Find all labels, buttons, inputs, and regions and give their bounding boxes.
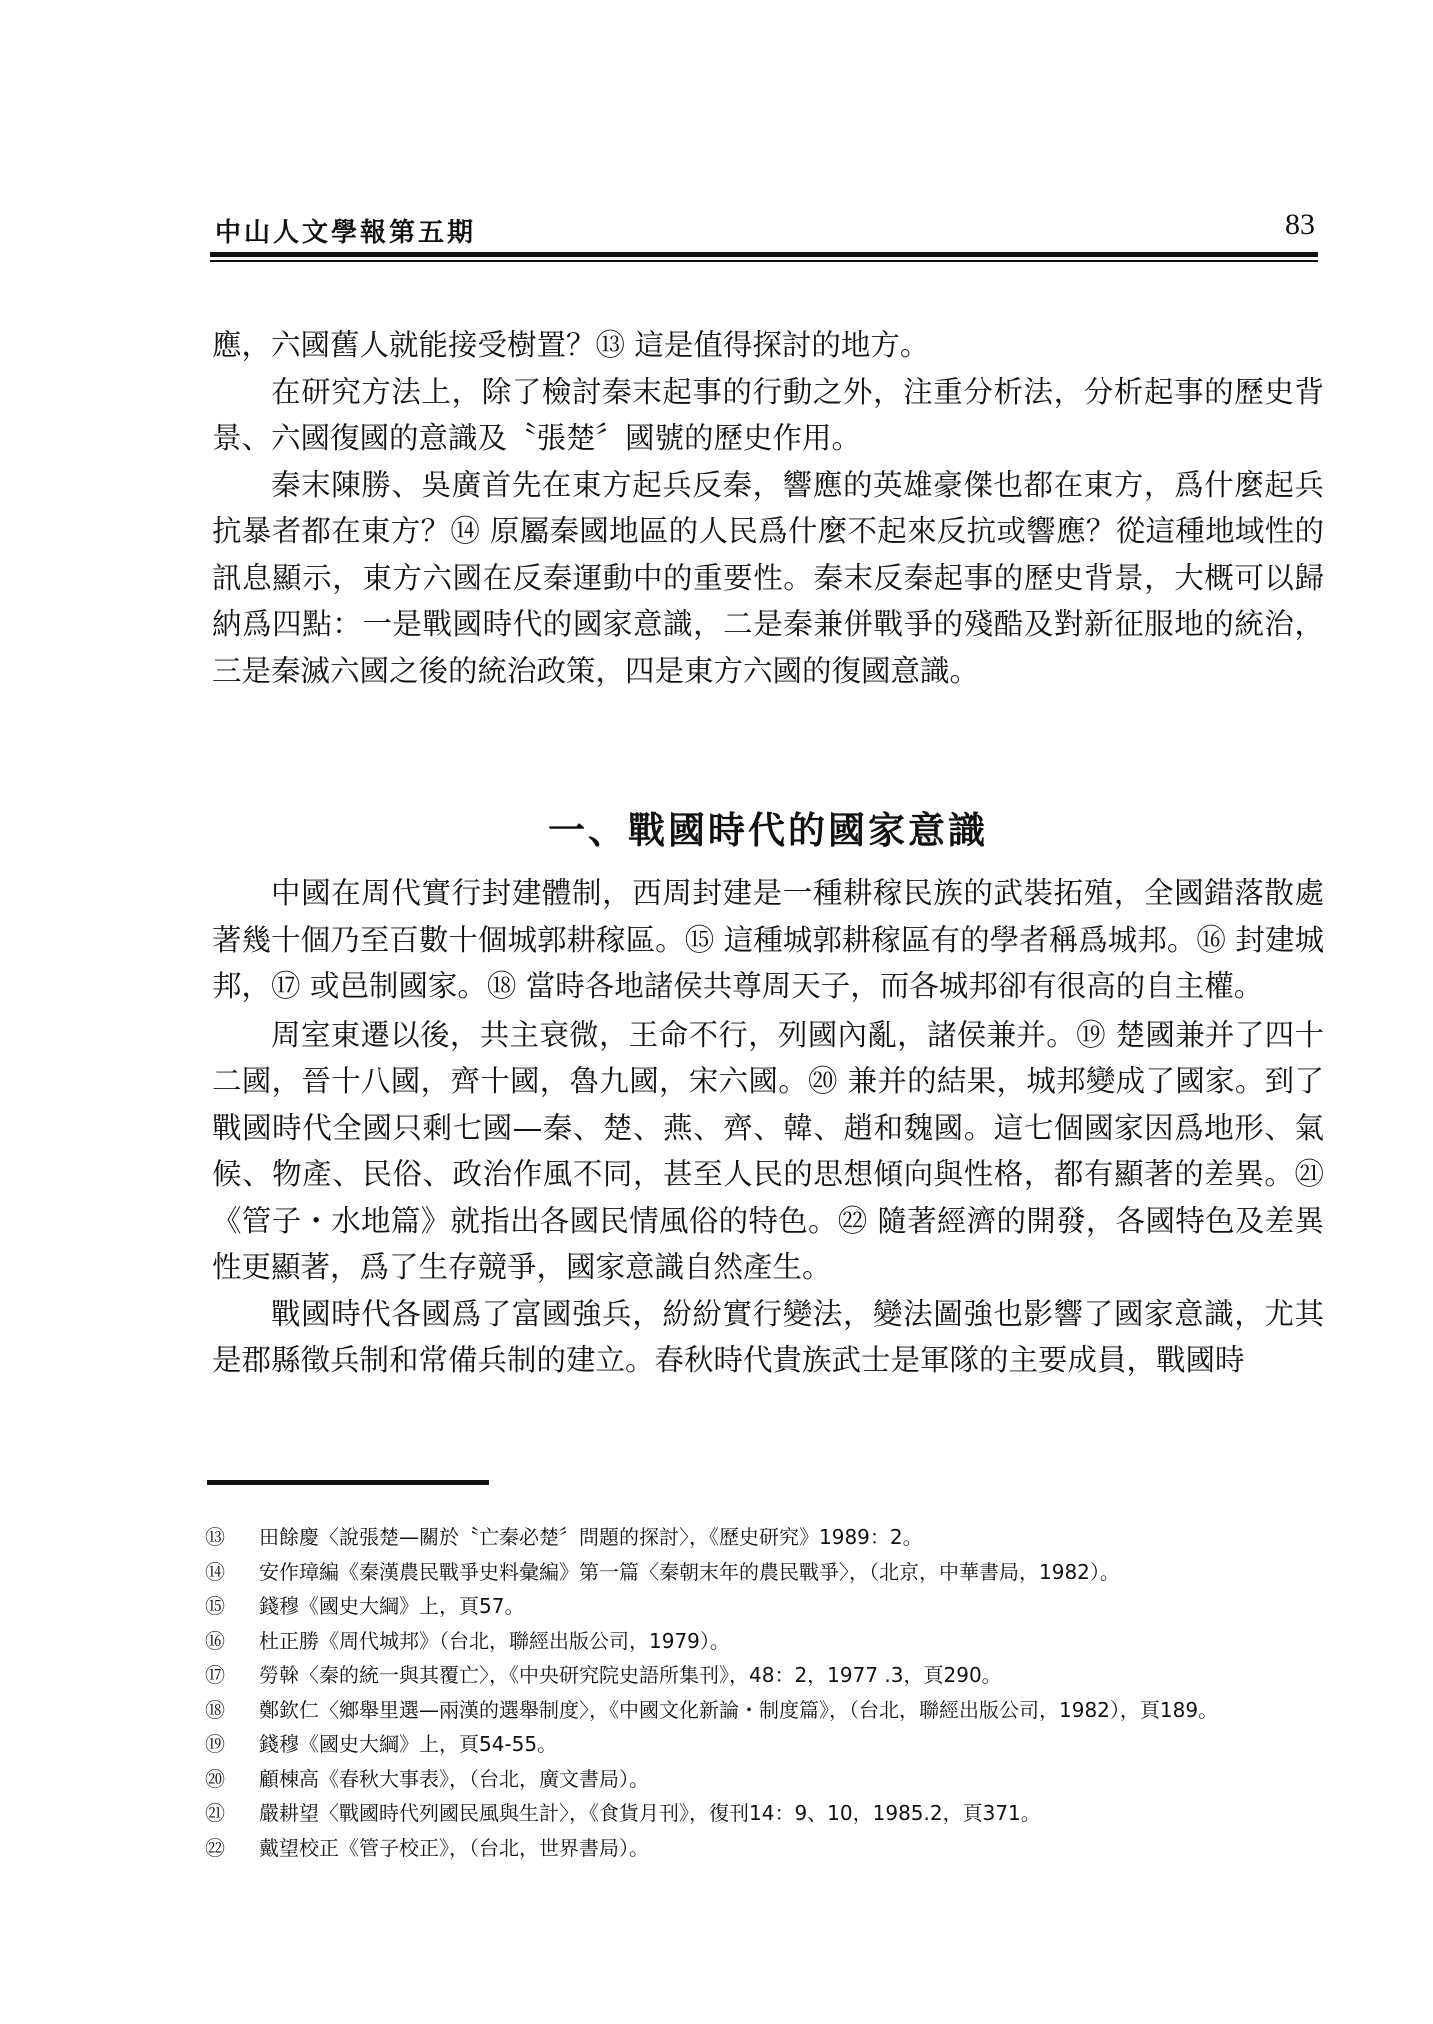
footnote-mark: ⑯ bbox=[205, 1628, 225, 1653]
footnote-text: 戴望校正《管子校正》，（台北，世界書局）。 bbox=[259, 1835, 649, 1860]
paragraph: 應，六國舊人就能接受樹置？⑬ 這是值得探討的地方。 bbox=[212, 328, 930, 362]
footnote-text: 杜正勝《周代城邦》（台北，聯經出版公司，1979）。 bbox=[259, 1628, 730, 1653]
footnote-text: 勞榦〈秦的統一與其覆亡〉，《中央研究院史語所集刊》，48：2，1977 .3，頁290。 bbox=[259, 1663, 1002, 1687]
footnote bbox=[205, 1589, 1330, 1624]
footnote-mark: ㉒ bbox=[205, 1835, 225, 1860]
footnote bbox=[205, 1624, 1330, 1659]
header-rule-thin bbox=[210, 260, 1318, 262]
footnote-text: 錢穆《國史大綱》上，頁54-55。 bbox=[259, 1732, 558, 1756]
footnote-text: 安作璋編《秦漢農民戰爭史料彙編》第一篇〈秦朝末年的農民戰爭〉，（北京，中華書局，1982）。 bbox=[259, 1559, 1120, 1584]
footnote-text: 嚴耕望〈戰國時代列國民風與生計〉，《食貨月刊》，復刊14：9、10，1985.2，頁371。 bbox=[259, 1801, 1041, 1825]
paragraph: 中國在周代實行封建體制，西周封建是一種耕稼民族的武裝拓殖，全國錯落散處著幾十個乃至百數十個城郭耕稼區。⑮ 這種城郭耕稼區有的學者稱爲城邦。⑯ 封建城邦，⑰ 或邑制國家。⑱ 當時各地諸侯共尊周天子，而各城邦卻有很高的自主權。 bbox=[212, 876, 1324, 1003]
footnote bbox=[205, 1762, 1330, 1797]
paragraph: 在研究方法上，除了檢討秦末起事的行動之外，注重分析法，分析起事的歷史背景、六國復國的意識及〝張楚〞國號的歷史作用。 bbox=[212, 374, 1324, 455]
footnote bbox=[205, 1693, 1330, 1728]
section-text bbox=[212, 870, 1324, 1384]
paragraph: 戰國時代各國爲了富國強兵，紛紛實行變法，變法圖強也影響了國家意識，尤其是郡縣徵兵制和常備兵制的建立。春秋時代貴族武士是軍隊的主要成員，戰國時 bbox=[212, 1296, 1324, 1377]
footnote bbox=[205, 1831, 1330, 1866]
footnote-mark: ⑰ bbox=[205, 1663, 225, 1687]
footnote bbox=[205, 1727, 1330, 1762]
footnote-text: 錢穆《國史大綱》上，頁57。 bbox=[259, 1594, 525, 1618]
footnote-rule bbox=[207, 1480, 489, 1485]
running-header bbox=[215, 208, 1315, 252]
footnote-mark: ⑭ bbox=[205, 1559, 225, 1584]
footnote bbox=[205, 1555, 1330, 1590]
footnote bbox=[205, 1520, 1330, 1555]
footnote-mark: ⑲ bbox=[205, 1732, 225, 1756]
footnote bbox=[205, 1796, 1330, 1831]
footnote-mark: ⑮ bbox=[205, 1594, 225, 1618]
footnote-text: 鄭欽仁〈鄉舉里選—兩漢的選舉制度〉，《中國文化新論・制度篇》，（台北，聯經出版公司，1982），頁189。 bbox=[259, 1697, 1219, 1722]
intro-text bbox=[212, 322, 1324, 694]
journal-title: 中山人文學報第五期 bbox=[215, 218, 477, 248]
footnote-text: 顧棟高《春秋大事表》，（台北，廣文書局）。 bbox=[259, 1766, 649, 1791]
paragraph: 周室東遷以後，共主衰微，王命不行，列國內亂，諸侯兼并。⑲ 楚國兼并了四十二國，晉十八國，齊十國，魯九國，宋六國。⑳ 兼并的結果，城邦變成了國家。到了戰國時代全國只剩七國—秦、楚、燕、齊、韓、趙和魏國。這七個國家因爲地形、氣候、物產、民俗、政治作風不同，甚至人民的思想傾向與性格，都有顯著的差異。㉑ 《管子・水地篇》就指出各國民情風俗的特色。㉒ 隨著經濟的開發，各國特色及差異性更顯著，爲了生存競爭，國家意識自然產生。 bbox=[212, 1017, 1324, 1284]
footnote-mark: ⑬ bbox=[205, 1525, 225, 1549]
footnote-mark: ⑳ bbox=[205, 1766, 225, 1791]
footnote bbox=[205, 1658, 1330, 1693]
footnote-mark: ⑱ bbox=[205, 1697, 225, 1722]
footnotes bbox=[205, 1520, 1330, 1865]
header-rule-thick bbox=[210, 252, 1318, 257]
paragraph: 秦末陳勝、吳廣首先在東方起兵反秦，響應的英雄豪傑也都在東方，爲什麼起兵抗暴者都在東方？⑭ 原屬秦國地區的人民爲什麼不起來反抗或響應？從這種地域性的訊息顯示，東方六國在反秦運動中的重要性。秦末反秦起事的歷史背景，大概可以歸納爲四點：一是戰國時代的國家意識，二是秦兼併戰爭的殘酷及對新征服地的統治，三是秦滅六國之後的統治政策，四是東方六國的復國意識。 bbox=[212, 467, 1324, 688]
footnote-mark: ㉑ bbox=[205, 1801, 225, 1825]
footnote-text: 田餘慶〈說張楚—關於〝亡秦必楚〞問題的探討〉，《歷史研究》1989：2。 bbox=[259, 1525, 923, 1549]
page-number: 83 bbox=[1285, 208, 1315, 241]
section-heading: 一、戰國時代的國家意識 bbox=[548, 809, 988, 852]
